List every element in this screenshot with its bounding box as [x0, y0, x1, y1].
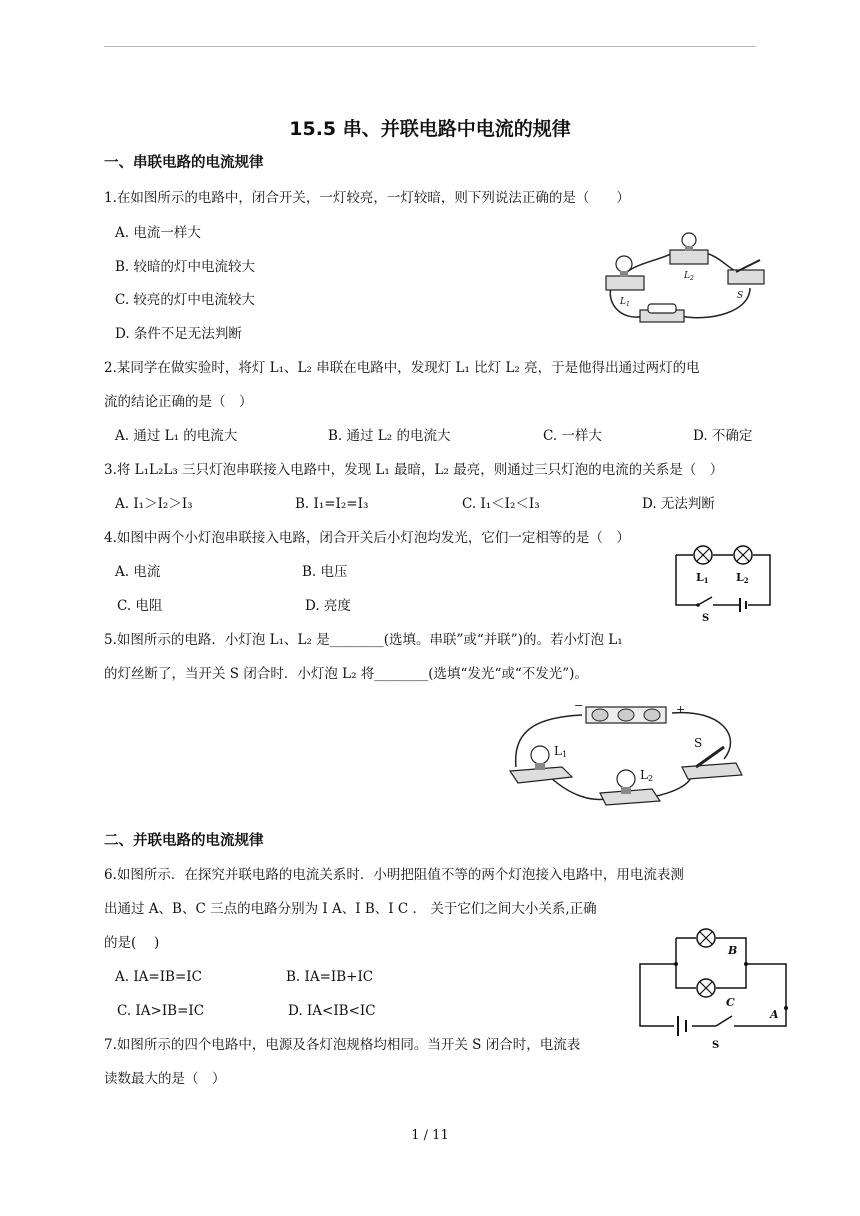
- svg-text:L2: L2: [640, 768, 654, 783]
- svg-text:L1: $L_1$: [620, 297, 630, 308]
- question-6-option-b: B. IA=IB+IC: [286, 969, 374, 985]
- section-heading-series: 一、串联电路的电流规律: [104, 155, 264, 171]
- question-4-option-d: D. 亮度: [305, 598, 351, 614]
- fig4-label-s: S: [702, 613, 710, 624]
- question-1-stem: 1.在如图所示的电路中，闭合开关，一灯较亮，一灯较暗，则下列说法正确的是（ ）: [104, 190, 630, 206]
- question-2-option-d: D. 不确定: [693, 428, 753, 444]
- svg-text:L1: L1: [554, 744, 568, 759]
- question-3-option-c: C. I₁＜I₂＜I₃: [462, 496, 540, 512]
- fig6-label-b: B: [728, 944, 738, 957]
- lamp-l1-board: [606, 256, 644, 290]
- question-1-option-c: C. 较亮的灯中电流较大: [115, 292, 255, 308]
- question-6-option-d: D. IA<IB<IC: [288, 1003, 376, 1019]
- question-1-circuit-figure: [600, 232, 768, 327]
- fig4-label-l2: L: [736, 571, 744, 584]
- question-6-option-a: A. IA=IB=IC: [115, 969, 202, 985]
- fig5-label-l2: L: [640, 768, 648, 782]
- lamp-l2-board: [670, 233, 708, 264]
- section-heading-parallel: 二、并联电路的电流规律: [104, 833, 264, 849]
- fig6-label-c: C: [726, 996, 735, 1009]
- fig1-label-s: S: [737, 291, 744, 301]
- question-1-option-a: A. 电流一样大: [115, 225, 201, 241]
- question-3-option-b: B. I₁=I₂=I₃: [295, 496, 369, 512]
- question-4-stem: 4.如图中两个小灯泡串联接入电路，闭合开关后小灯泡均发光，它们一定相等的是（ ）: [104, 530, 630, 546]
- lamp-upper-symbol: [697, 929, 715, 947]
- question-4-option-c: C. 电阻: [117, 598, 163, 614]
- question-3-stem: 3.将 L₁L₂L₃ 三只灯泡串联接入电路中，发现 L₁ 最暗，L₂ 最亮，则通过三只灯泡的电流的关系是（ ）: [104, 462, 724, 478]
- lamp-l2-symbol: [734, 546, 752, 564]
- question-2-option-c: C. 一样大: [543, 428, 602, 444]
- header-rule: [104, 46, 756, 47]
- battery-pack: [586, 707, 666, 723]
- lamp-l1-symbol: [694, 546, 712, 564]
- fig6-label-s: S: [712, 1040, 720, 1051]
- question-3-option-d: D. 无法判断: [642, 496, 715, 512]
- switch-s-board: [728, 260, 764, 284]
- fig6-label-a: A: [770, 1008, 779, 1021]
- question-4-option-a: A. 电流: [115, 564, 161, 580]
- question-4-circuit-diagram: [668, 541, 778, 623]
- question-2-option-a: A. 通过 L₁ 的电流大: [115, 428, 238, 444]
- question-6-option-c: C. IA>IB=IC: [117, 1003, 205, 1019]
- question-4-option-b: B. 电压: [302, 564, 348, 580]
- lamp-lower-symbol: [697, 979, 715, 997]
- switch-s-board: [682, 747, 742, 779]
- fig5-label-minus: −: [574, 699, 584, 712]
- svg-text:L2: L2: [736, 571, 749, 585]
- fig1-label-l1: L: [620, 297, 626, 307]
- svg-text:L2: $L_2$: [684, 271, 694, 282]
- question-7-stem-line2: 读数最大的是（ ）: [104, 1071, 226, 1087]
- question-6-stem-line2: 出通过 A、B、C 三点的电路分别为 I A、I B、I C ． 关于它们之间大小关系,正确: [104, 901, 597, 917]
- fig5-label-l1: L: [554, 744, 562, 758]
- fig1-label-l2: L: [684, 271, 690, 281]
- question-2-stem-line1: 2.某同学在做实验时，将灯 L₁、L₂ 串联在电路中，发现灯 L₁ 比灯 L₂ 亮，于是他得出通过两灯的电: [104, 360, 700, 376]
- question-2-option-b: B. 通过 L₂ 的电流大: [328, 428, 451, 444]
- question-5-stem-line2: 的灯丝断了，当开关 S 闭合时．小灯泡 L₂ 将________(选填“发光“或“不发光”)。: [104, 666, 588, 682]
- question-6-stem-line3: 的是( ): [104, 935, 160, 951]
- question-2-stem-line2: 流的结论正确的是（ ）: [104, 394, 253, 410]
- question-1-option-b: B. 较暗的灯中电流较大: [115, 259, 256, 275]
- question-5-stem-line1: 5.如图所示的电路．小灯泡 L₁、L₂ 是________(选填。串联”或“并联”)的。若小灯泡 L₁: [104, 632, 623, 648]
- page-title: 15.5 串、并联电路中电流的规律: [289, 118, 571, 140]
- question-1-option-d: D. 条件不足无法判断: [115, 326, 242, 342]
- fig5-label-s: S: [694, 736, 703, 750]
- svg-text:L1: L1: [696, 571, 709, 585]
- page-number: 1 / 11: [411, 1128, 449, 1143]
- question-6-parallel-circuit-diagram: [636, 926, 792, 1052]
- battery-board: [640, 304, 684, 322]
- question-6-stem-line1: 6.如图所示．在探究并联电路的电流关系时．小明把阻值不等的两个灯泡接入电路中，用电流表测: [104, 867, 684, 883]
- question-7-stem-line1: 7.如图所示的四个电路中，电源及各灯泡规格均相同。当开关 S 闭合时，电流表: [104, 1037, 581, 1053]
- fig5-label-plus: +: [676, 703, 686, 716]
- question-5-circuit-figure: [502, 697, 748, 815]
- question-3-option-a: A. I₁＞I₂＞I₃: [115, 496, 193, 512]
- fig4-label-l1: L: [696, 571, 704, 584]
